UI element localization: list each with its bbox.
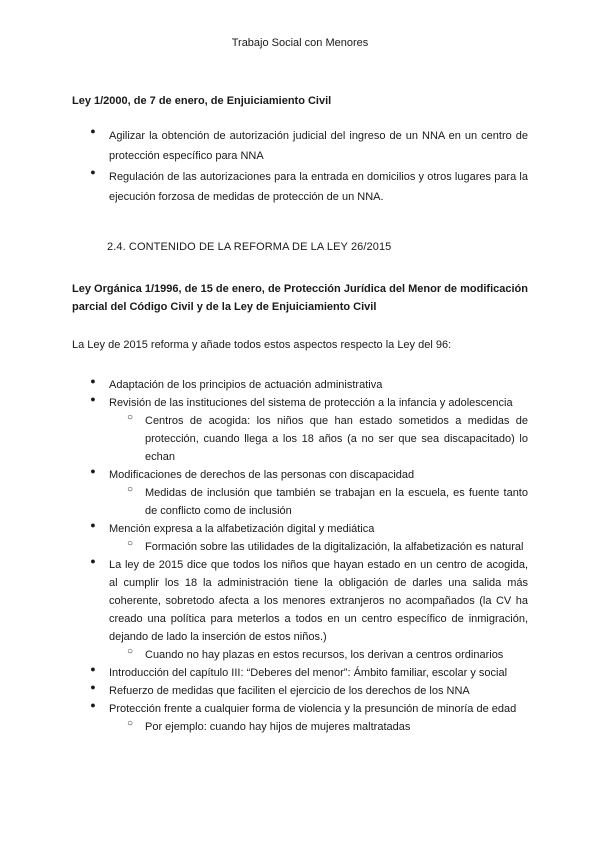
- sub-list-item: [72, 484, 528, 520]
- list-item: [72, 126, 528, 166]
- bullet-icon: ●: [90, 126, 96, 136]
- bullet-icon: ●: [90, 664, 96, 674]
- list-item: [72, 664, 528, 682]
- list-item-text: Revisión de las instituciones del sistema de protección a la infancia y adolescencia: [109, 397, 513, 409]
- list-item-text: Adaptación de los principios de actuación administrativa: [109, 379, 383, 391]
- list-item-text: Protección frente a cualquier forma de violencia y la presunción de minoría de edad: [109, 703, 517, 715]
- sub-list-item: [72, 412, 528, 466]
- sub-list-item: [72, 538, 528, 556]
- list-item: [72, 682, 528, 700]
- section2-heading: Ley Orgánica 1/1996, de 15 de enero, de Protección Jurídica del Menor de modificación parcial del Código Civil y de la Ley de Enjuiciamiento Civil: [72, 283, 528, 313]
- section1-heading: Ley 1/2000, de 7 de enero, de Enjuiciamiento Civil: [72, 95, 332, 107]
- sub-list-item-text: Cuando no hay plazas en estos recursos, los derivan a centros ordinarios: [145, 649, 504, 661]
- bullet-icon: ●: [90, 682, 96, 692]
- list-item: [72, 466, 528, 484]
- sub-list-item-text: Por ejemplo: cuando hay hijos de mujeres maltratadas: [145, 721, 411, 733]
- intro-paragraph: La Ley de 2015 reforma y añade todos estos aspectos respecto la Ley del 96:: [72, 339, 452, 351]
- list-item-text: Regulación de las autorizaciones para la entrada en domicilios y otros lugares para la ejecución forzosa de medidas de protección de un NNA.: [109, 171, 528, 203]
- page-header: Trabajo Social con Menores: [231, 37, 369, 49]
- sub-bullet-icon: ○: [127, 718, 134, 729]
- list-item: [72, 376, 528, 394]
- bullet-icon: ●: [90, 700, 96, 710]
- section1-list: [72, 126, 528, 208]
- sub-bullet-icon: ○: [127, 646, 134, 657]
- section2-list: [72, 376, 528, 736]
- sub-list-item: [72, 718, 528, 736]
- bullet-icon: ●: [90, 376, 96, 386]
- sub-list-item-text: Medidas de inclusión que también se trabajan en la escuela, es fuente tanto de conflicto como de inclusión: [145, 487, 528, 517]
- list-item-text: Introducción del capítulo III: “Deberes del menor”: Ámbito familiar, escolar y social: [109, 667, 508, 679]
- list-item: [72, 167, 528, 207]
- list-item-text: Agilizar la obtención de autorización judicial del ingreso de un NNA en un centro de protección específico para NNA: [109, 130, 528, 162]
- list-item: [72, 520, 528, 538]
- list-item-text: Refuerzo de medidas que faciliten el ejercicio de los derechos de los NNA: [109, 685, 470, 697]
- list-item: [72, 700, 528, 718]
- bullet-icon: ●: [90, 394, 96, 404]
- sub-bullet-icon: ○: [127, 484, 134, 495]
- list-item-text: Mención expresa a la alfabetización digital y mediática: [109, 523, 375, 535]
- list-item-text: Modificaciones de derechos de las personas con discapacidad: [109, 469, 415, 481]
- list-item: [72, 556, 528, 646]
- bullet-icon: ●: [90, 167, 96, 177]
- sub-list-item: [72, 646, 528, 664]
- bullet-icon: ●: [90, 556, 96, 566]
- list-item-text: La ley de 2015 dice que todos los niños que hayan estado en un centro de acogida, al cumplir los 18 la administración tiene la obligación de darles una salida más coherente, sobretodo afecta a los menores extranjeros no acompañados (la CV ha creado una política para meterlos a todos en un centro específico de inmigración, dejando de lado la inserción de estos niños.): [109, 559, 528, 643]
- sub-list-item-text: Centros de acogida: los niños que han estado sometidos a medidas de protección, cuando llega a los 18 años (a no ser que sea discapacitado) lo echan: [145, 415, 528, 463]
- list-item: [72, 394, 528, 412]
- sub-bullet-icon: ○: [127, 412, 134, 423]
- bullet-icon: ●: [90, 466, 96, 476]
- sub-list-item-text: Formación sobre las utilidades de la digitalización, la alfabetización es natural: [145, 541, 524, 553]
- sub-bullet-icon: ○: [127, 538, 134, 549]
- subsection-title: 2.4. CONTENIDO DE LA REFORMA DE LA LEY 26/2015: [107, 241, 392, 253]
- bullet-icon: ●: [90, 520, 96, 530]
